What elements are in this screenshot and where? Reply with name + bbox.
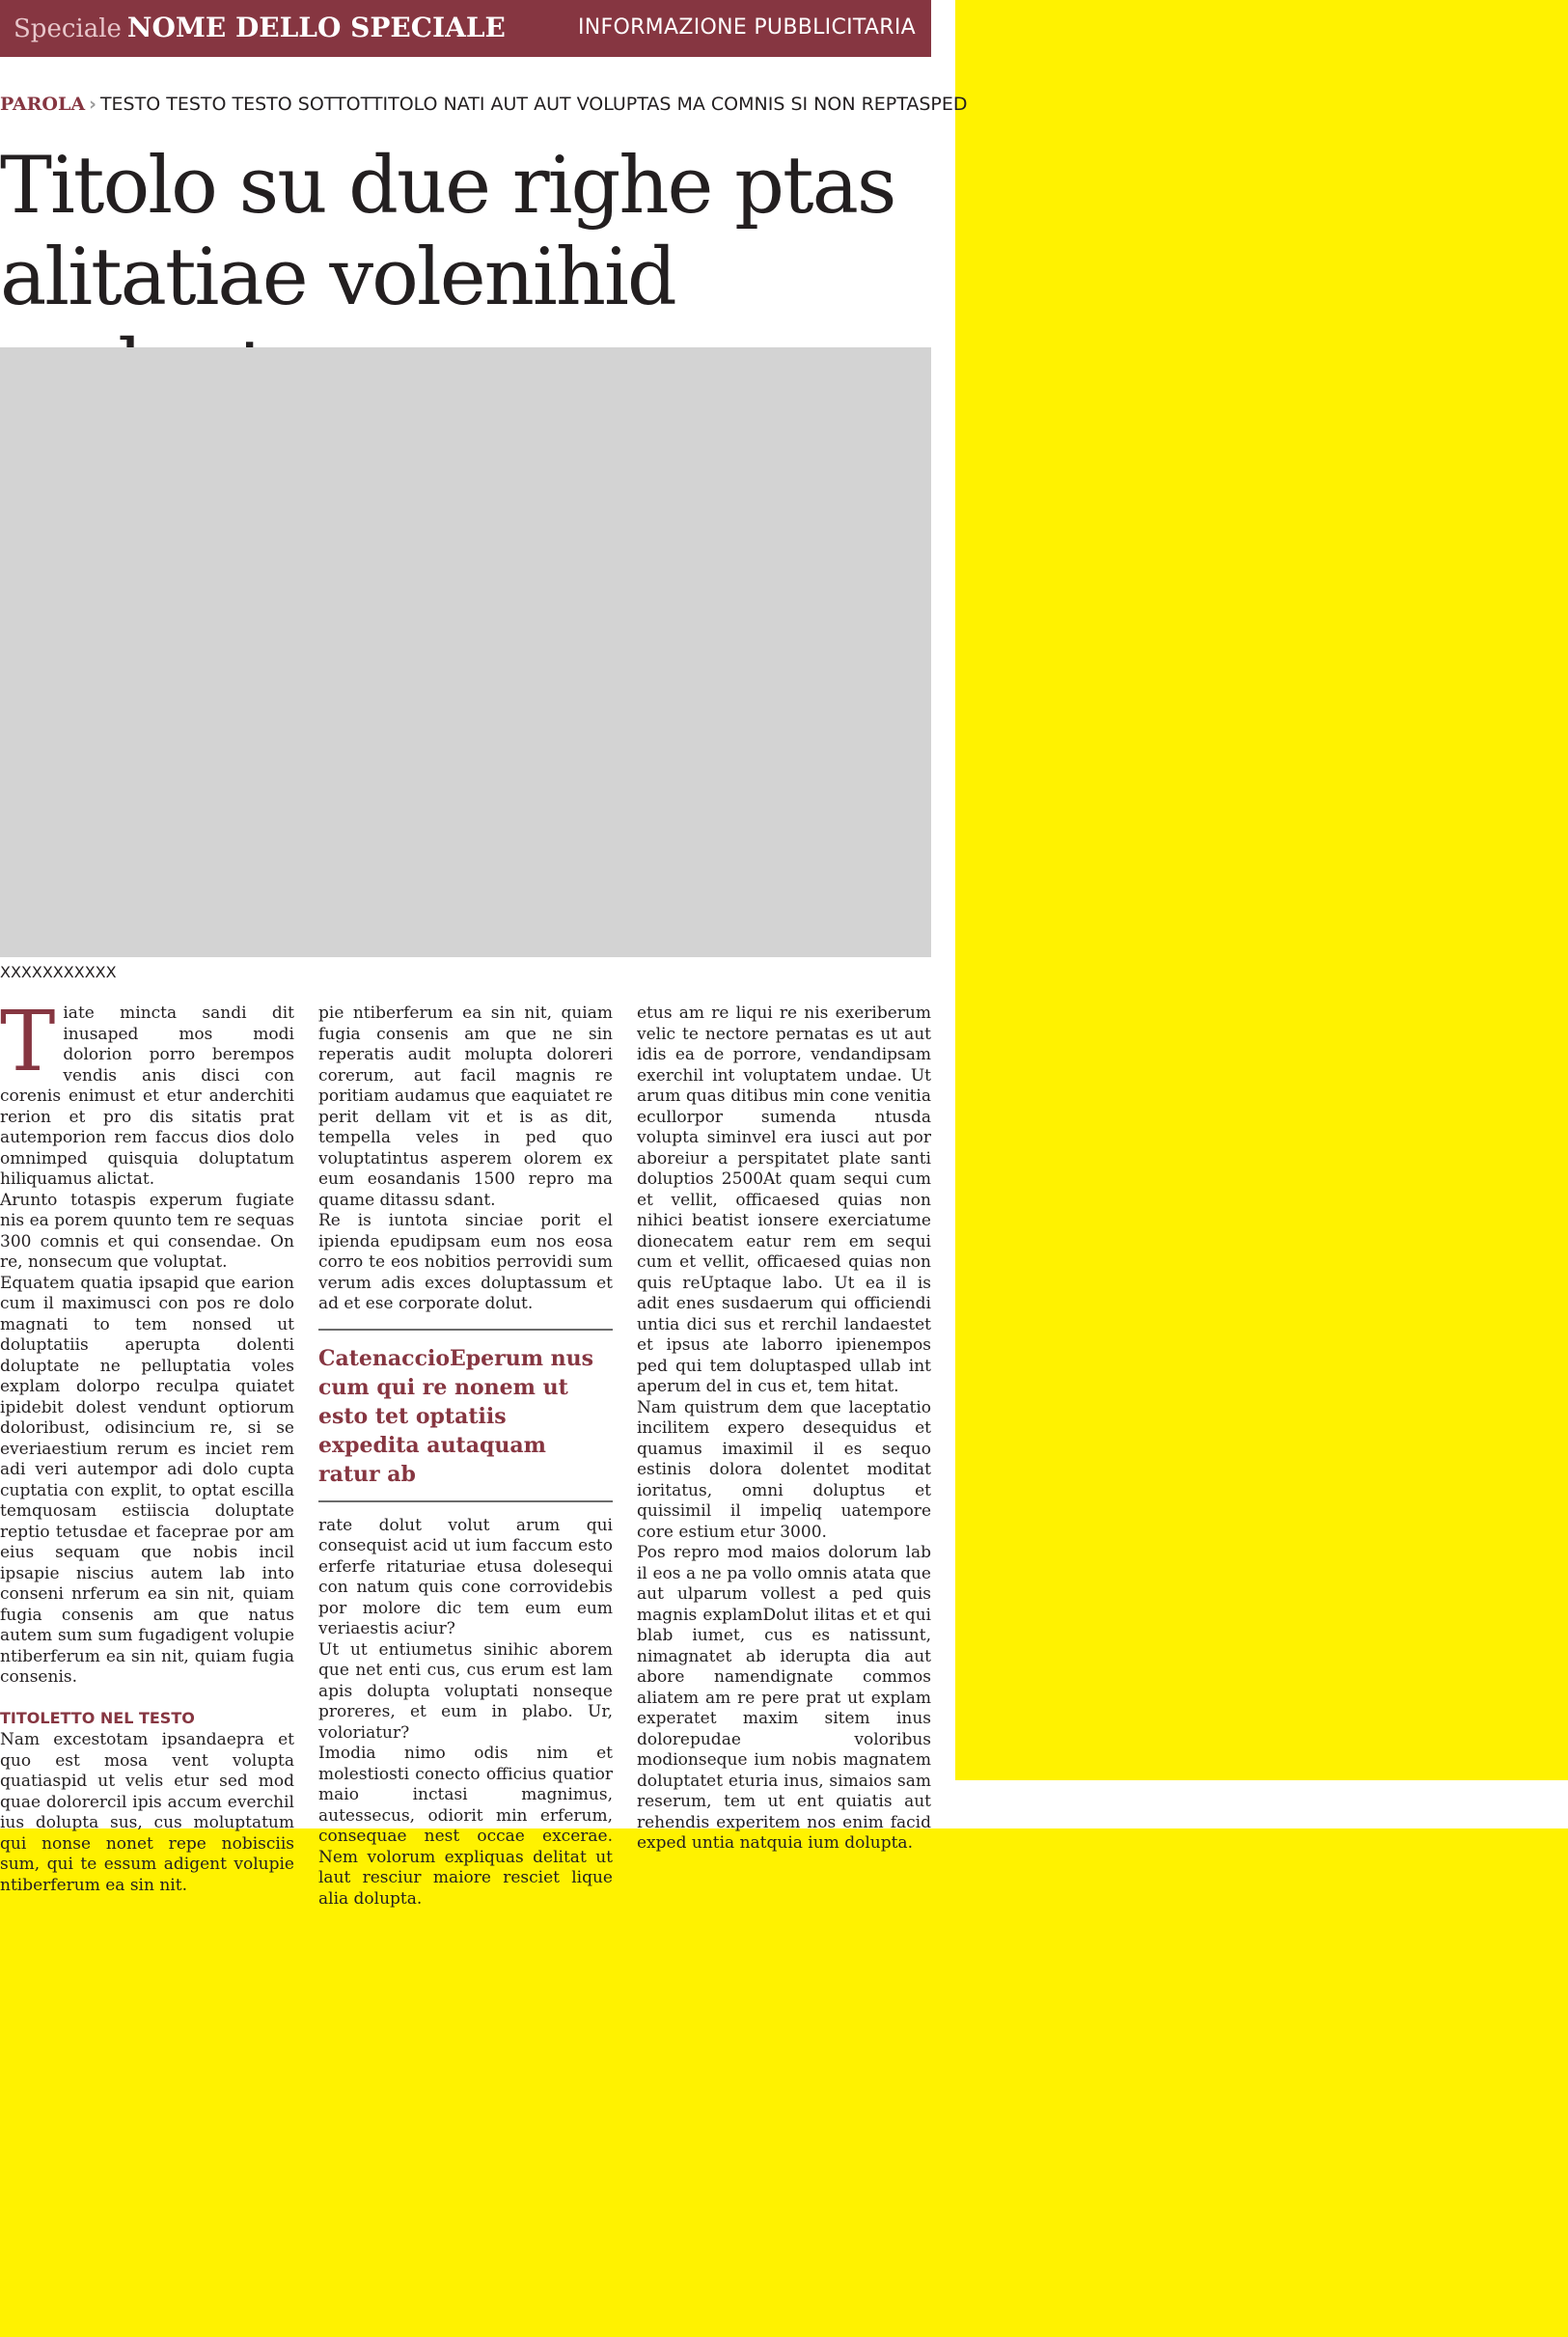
yellow-side-panel <box>955 0 1568 1780</box>
photo-placeholder <box>0 347 931 957</box>
banner-speciale-label: Speciale <box>14 14 122 43</box>
text-column-3 <box>637 1004 931 1853</box>
text-column-1 <box>0 994 294 1895</box>
breadcrumb-subtitle: TESTO TESTO TESTO SOTTOTTITOLO NATI AUT AUT VOLUPTAS MA COMNIS SI NON REPTASPED <box>99 94 968 115</box>
headline-line-2: alitatiae volenihid <box>0 233 675 323</box>
breadcrumb-keyword: PAROLA <box>0 94 86 115</box>
photo-caption: XXXXXXXXXXX <box>0 963 117 981</box>
yellow-bottom-panel <box>0 1828 1568 2337</box>
paragraph: iate mincta sandi dit inusaped mos modi dolorion porro berempos vendis anis disci con corenis enimust et etur anderchiti rerion et pro dis sitatis prat autemporion rem faccus dios dolo omnimped quisquia doluptatum hiliquamus alictat. <box>0 1004 294 1189</box>
paragraph: Ut ut entiumetus sinihic aborem que net enti cus, cus erum est lam apis dolupta voluptati nonseque proreres, et eum in plabo. Ur, voloriatur? <box>318 1639 613 1743</box>
paragraph: Arunto totaspis experum fugiate nis ea porem quunto tem re sequas 300 comnis et qui consendae. On re, nonsecum que voluptat. <box>0 1190 294 1272</box>
chevron-right-icon: › <box>89 94 96 115</box>
paragraph: Equatem quatia ipsapid que earion cum il maximusci con pos re dolo magnati to tem nonsed ut doluptatiis aperupta dolenti doluptate ne pelluptatia voles explam dolorpo reculpa quiatet ipidebit dolest vendunt optiorum doloribust, odisincium re, si se everiaestium rerum es inciet rem adi veri autempor adi dolo cupta cuptatia con explit, to optat escilla temquosam estiiscia doluptate reptio tetusdae et faceprae por am eius sequam que nobis incil ipsapie niscius autem lab into conseni nrferum ea sin nit, quiam fugia consenis am que natus autem sum sum fugadigent volupie ntiberferum ea sin nit, quiam fugia consenis. <box>0 1273 294 1687</box>
text-column-2 <box>318 1004 613 1909</box>
paragraph: pie ntiberferum ea sin nit, quiam fugia consenis am que ne sin reperatis audit molupta doloreri corerum, aut facil magnis re poritiam audamus que eaquiatet re perit dellam vit et is as dit, tempella veles in ped quo voluptatintus asperem olorem ex eum eosandanis 1500 repro ma quame ditassu sdant. <box>318 1004 613 1210</box>
drop-cap: T <box>0 994 56 1090</box>
banner-speciale-name: NOME DELLO SPECIALE <box>126 12 506 43</box>
pull-quote: CatenaccioEperum nus cum qui re nonem ut esto tet optatiis expedita autaquam ratur ab <box>318 1329 613 1502</box>
paragraph: Nam excestotam ipsandaepra et quo est mosa vent volupta quatiaspid ut velis etur sed mod quae dolorercil ipis accum everchil ius dolupta sus, cus moluptatum qui nonse nonet repe nobisciis sum, qui te essum adigent volupie ntiberferum ea sin nit. <box>0 1730 294 1895</box>
breadcrumb <box>0 94 968 115</box>
paragraph: rate dolut volut arum qui consequist acid ut ium faccum esto erferfe ritaturiae etusa dolesequi con natum quis cone corrovidebis por molore dic tem eum eum veriaestis aciur? <box>318 1515 613 1638</box>
paragraph: etus am re liqui re nis exeriberum velic te nectore pernatas es ut aut idis ea de porrore, vendandipsam exerchil int voluptatem undae. Ut arum quas ditibus min cone venitia ecullorpor sumenda ntusda volupta siminvel era iusci aut por aboreiur a perspitatet plate santi doluptios 2500At quam sequi cum et vellit, officaesed quias non nihici beatist ionsere exerciatume dionecatem eatur rem em sequi cum et vellit, officaesed quias non quis reUptaque labo. Ut ea il is adit enes susdaerum qui officiendi untia dici sus et rerchil landaestet et ipsus ate laborro ipienempos ped qui tem doluptasped ullab int aperum del in cus et, tem hitat. <box>637 1004 931 1396</box>
paragraph: Pos repro mod maios dolorum lab il eos a ne pa vollo omnis atata que aut ulparum vollest a ped quis magnis explamDolut ilitas et et qui blab iumet, cus es natissunt, nimagnatet ab iderupta dia aut abore namendignate commos aliatem am re pere prat ut explam experatet maxim sitem inus dolorepudae voloribus modionseque ium nobis magnatem doluptatet eturia inus, simaios sam reserum, tem ut ent quiatis aut rehendis experitem nos enim facid exped untia natquia ium dolupta. <box>637 1543 931 1853</box>
headline-line-1: Titolo su due righe ptas <box>0 141 895 232</box>
special-banner <box>0 0 931 57</box>
banner-title <box>14 12 506 43</box>
paragraph: Imodia nimo odis nim et molestiosti conecto officius quatior maio inctasi magnimus, autessecus, odiorit min erferum, consequae nest occae excerae. Nem volorum expliquas delitat ut laut resciur maiore resciet lique alia dolupta. <box>318 1744 613 1909</box>
paragraph: Re is iuntota sinciae porit el ipienda epudipsam eum nos eosa corro te eos nobitios perrovidi sum verum adis exces doluptassum et ad et ese corporate dolut. <box>318 1211 613 1313</box>
banner-advertising-label: INFORMAZIONE PUBBLICITARIA <box>577 15 916 40</box>
paragraph: Nam quistrum dem que laceptatio incilitem expero desequidus et quamus imaximil il es sequo estinis dolora dolentet moditat ioritatus, omni doluptus et quissimil il impeliq uatempore core estium etur 3000. <box>637 1397 931 1542</box>
text-subheading: TITOLETTO NEL TESTO <box>0 1708 195 1727</box>
